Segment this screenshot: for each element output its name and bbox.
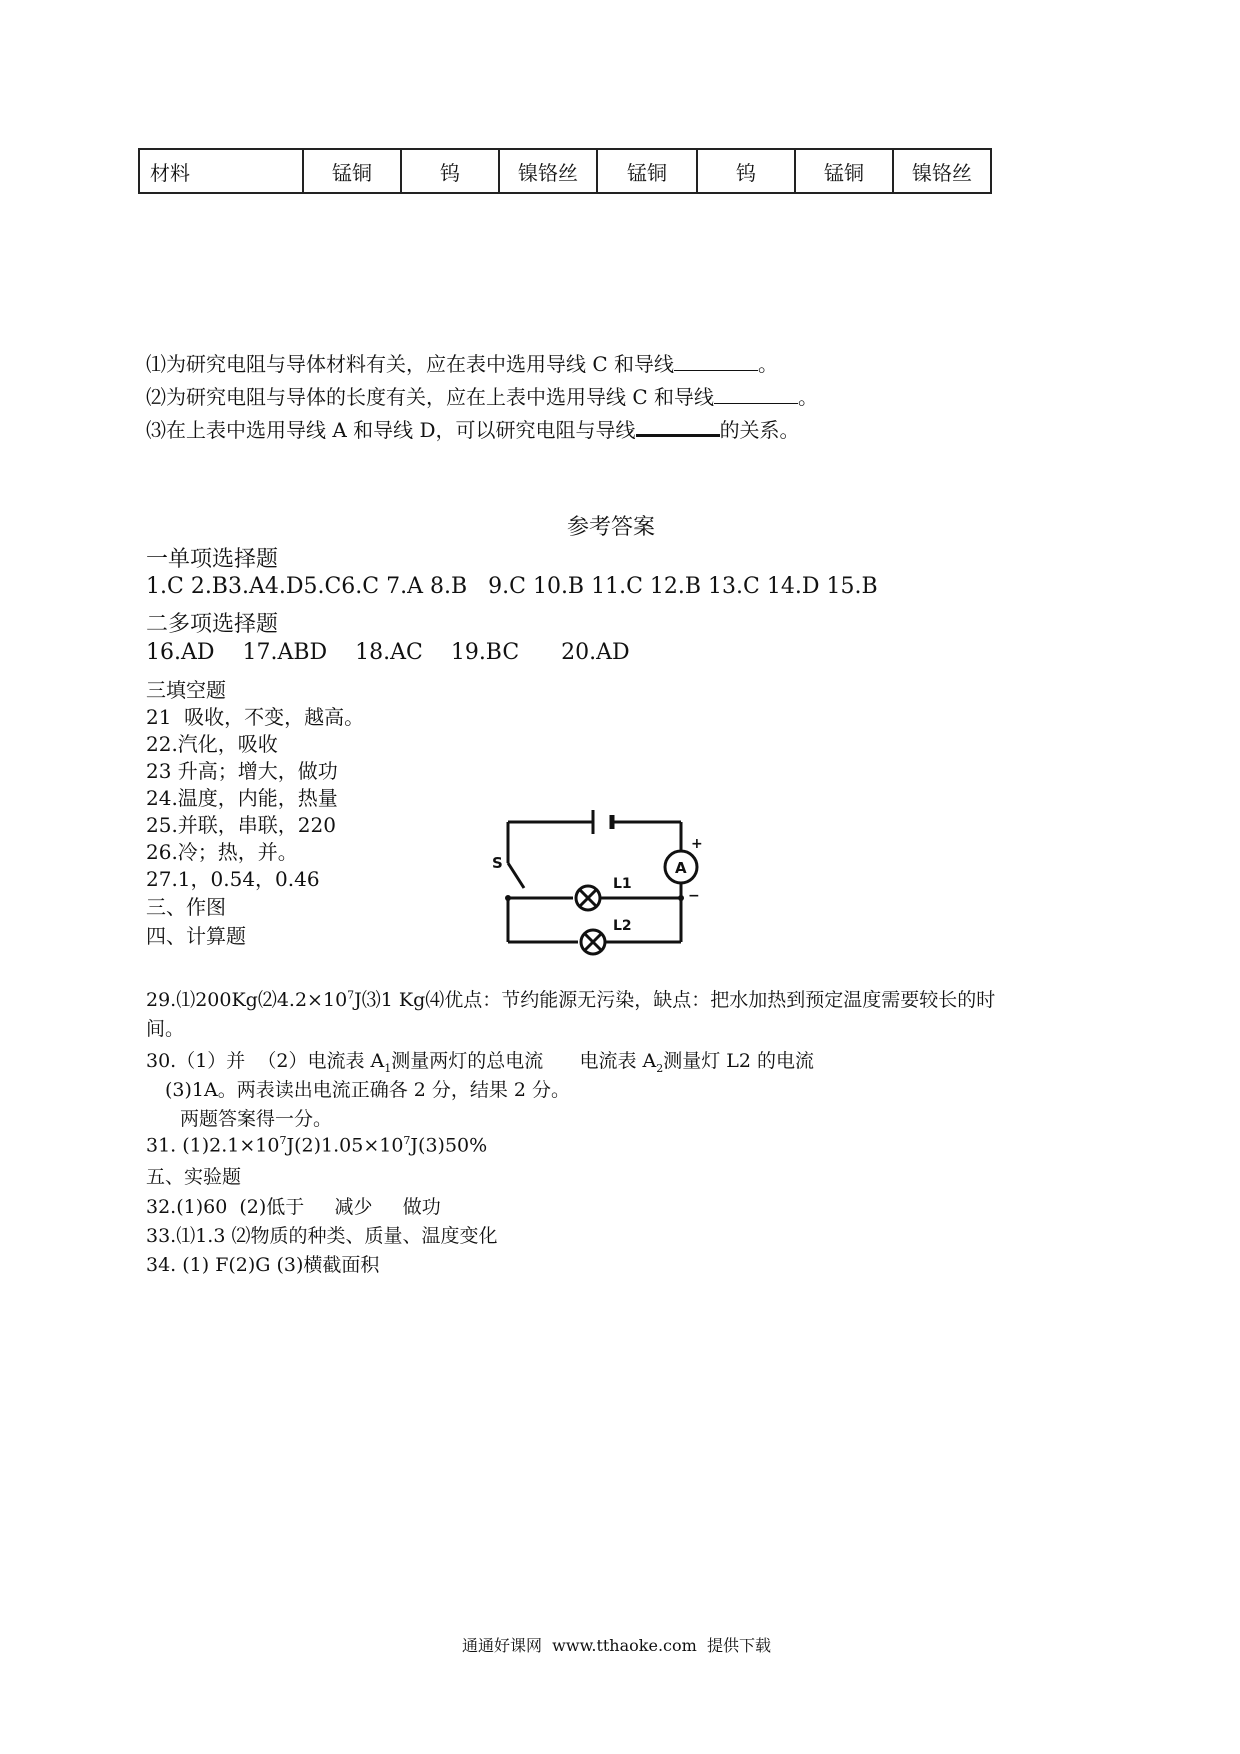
table-cell: 镍铬丝	[893, 149, 991, 193]
answer-text: 29.⑴200Kg⑵4.2×10	[146, 989, 348, 1011]
answer-30	[146, 1046, 814, 1075]
fill-answer: 27.1，0.54，0.46	[146, 867, 320, 891]
answer-29-continued: 间。	[146, 1018, 185, 1040]
answer-text: 31. (1)2.1×10	[146, 1134, 280, 1157]
footer-text: 通通好课网 www.tthaoke.com 提供下载	[462, 1636, 771, 1655]
fill-answer: 22.汽化，吸收	[146, 732, 278, 756]
section-experiment: 五、实验题	[146, 1166, 242, 1188]
exponent: 7	[347, 988, 355, 1002]
answer-text: J⑶1 Kg⑷优点：节约能源无污染，缺点：把水加热到预定温度需要较长的时	[354, 989, 996, 1011]
section-single-choice: 一单项选择题	[146, 547, 279, 572]
question-text: ⑵为研究电阻与导体的长度有关，应在上表中选用导线 C 和导线	[146, 385, 715, 409]
question-suffix: 。	[798, 385, 819, 409]
answer-29	[146, 985, 995, 1012]
answer-text: 测量灯 L2 的电流	[663, 1050, 815, 1072]
minus-label: −	[688, 888, 700, 904]
answer-31	[146, 1134, 487, 1156]
switch-label: S	[492, 854, 503, 872]
question-text: ⑶在上表中选用导线 A 和导线 D，可以研究电阻与导线	[146, 418, 636, 442]
question-3	[146, 414, 800, 443]
table-header-cell: 材料	[139, 149, 303, 193]
subscript: 1	[384, 1061, 392, 1075]
ammeter-label: A	[675, 859, 687, 877]
question-1	[146, 348, 778, 377]
answer-30-line2: (3)1A。两表读出电流正确各 2 分，结果 2 分。	[165, 1079, 571, 1101]
material-table	[138, 148, 992, 194]
exponent: 7	[403, 1134, 411, 1147]
lamp1-label: L1	[613, 876, 632, 892]
answers-multi-choice: 16.AD 17.ABD 18.AC 19.BC 20.AD	[146, 640, 630, 665]
exponent: 7	[279, 1134, 287, 1147]
section-calculation: 四、计算题	[146, 924, 246, 948]
answer-33: 33.⑴1.3 ⑵物质的种类、质量、温度变化	[146, 1225, 498, 1247]
table-cell: 锰铜	[795, 149, 893, 193]
table-cell: 镍铬丝	[499, 149, 597, 193]
subscript: 2	[656, 1061, 664, 1075]
fill-answer: 23 升高；增大，做功	[146, 759, 338, 783]
lamp2-label: L2	[613, 918, 632, 934]
table-cell: 钨	[401, 149, 499, 193]
section-fill-blank: 三填空题	[146, 678, 226, 702]
table-cell: 锰铜	[303, 149, 401, 193]
answers-title: 参考答案	[567, 515, 656, 540]
answer-blank	[714, 383, 798, 404]
answer-30-line3: 两题答案得一分。	[180, 1108, 333, 1130]
table-row	[139, 149, 991, 193]
question-2	[146, 381, 818, 410]
fill-answer: 25.并联，串联，220	[146, 813, 336, 837]
answer-34: 34. (1) F(2)G (3)横截面积	[146, 1254, 380, 1276]
answer-blank	[674, 350, 758, 371]
fill-answer: 26.冷；热，并。	[146, 840, 298, 864]
plus-label: +	[691, 836, 703, 852]
answer-blank	[636, 414, 720, 437]
answer-text: J(2)1.05×10	[286, 1134, 404, 1157]
answer-text: J(3)50%	[410, 1134, 488, 1157]
answer-text: 30.（1）并 （2）电流表 A	[146, 1050, 385, 1072]
answer-32: 32.(1)60 (2)低于 减少 做功	[146, 1196, 441, 1218]
table-cell: 钨	[697, 149, 795, 193]
junction-dot	[505, 895, 511, 901]
fill-answer: 21 吸收，不变，越高。	[146, 705, 365, 729]
fill-answer: 24.温度，内能，热量	[146, 786, 338, 810]
junction-dot	[678, 895, 684, 901]
question-suffix: 的关系。	[719, 418, 800, 442]
circuit-diagram	[490, 808, 710, 968]
question-text: ⑴为研究电阻与导体材料有关，应在表中选用导线 C 和导线	[146, 352, 675, 376]
table-cell: 锰铜	[597, 149, 697, 193]
section-multi-choice: 二多项选择题	[146, 612, 279, 637]
answers-single-choice: 1.C 2.B3.A4.D5.C6.C 7.A 8.B 9.C 10.B 11.C 12.B 13.C 14.D 15.B	[146, 574, 878, 599]
answer-text: 测量两灯的总电流 电流表 A	[391, 1050, 657, 1072]
question-suffix: 。	[758, 352, 779, 376]
section-drawing: 三、作图	[146, 895, 226, 919]
